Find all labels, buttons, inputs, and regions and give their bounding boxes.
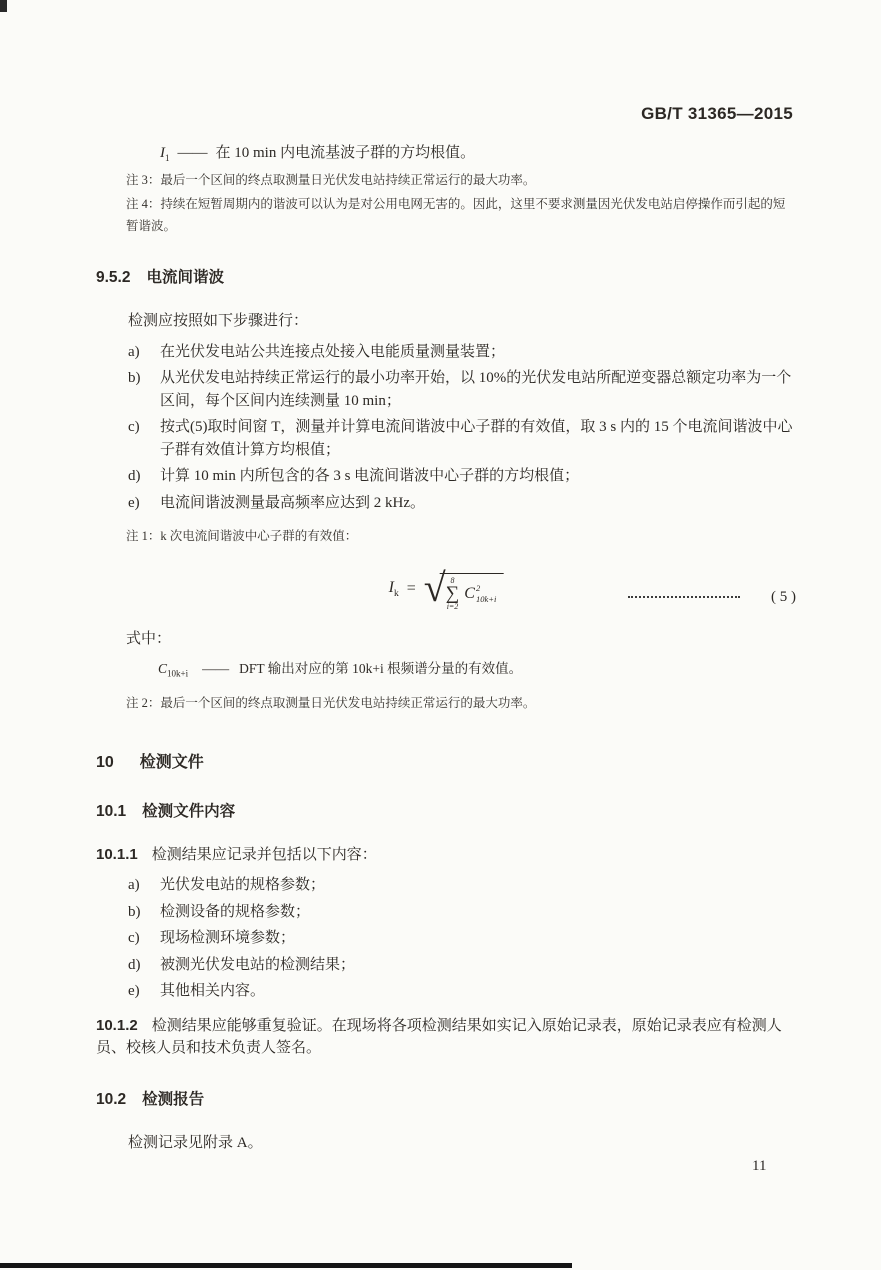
step-text: 在光伏发电站公共连接点处接入电能质量测量装置； [160, 343, 506, 360]
scan-artifact-bottom-edge [0, 1263, 572, 1268]
section-10-heading [96, 753, 796, 774]
step-item-c [96, 416, 796, 461]
page-content [96, 142, 796, 1154]
clause-title: 检测文件内容 [142, 802, 236, 820]
list-item-e [96, 980, 796, 1003]
step-marker: e) [128, 494, 140, 511]
step-marker: c) [128, 419, 140, 436]
step-marker: a) [128, 343, 140, 360]
symbol-base: C [158, 660, 168, 676]
clause-number: 10.1.1 [96, 845, 138, 863]
scan-artifact-corner [0, 0, 7, 12]
item-text: 光伏发电站的规格参数； [160, 877, 326, 894]
item-marker: e) [128, 983, 140, 1000]
symbol-base: I [160, 145, 165, 161]
clause-10-1-1 [96, 844, 796, 867]
equation-lhs [389, 576, 399, 601]
list-item-a [96, 874, 796, 897]
step-text: 按式(5)取时间窗 T，测量并计算电流间谐波中心子群的有效值，取 3 s 内的 15 个电流间谐波中心子群有效值计算方均根值； [160, 419, 793, 458]
item-text: 现场检测环境参数； [160, 930, 296, 947]
radical-sign-icon: √ [423, 565, 446, 611]
list-item-b [96, 901, 796, 924]
page-number: 11 [752, 1158, 767, 1174]
note-1: 注 1：k 次电流间谐波中心子群的有效值： [126, 529, 358, 544]
item-text: 被测光伏发电站的检测结果； [160, 956, 356, 973]
note-4: 注 4：持续在短暂周期内的谐波可以认为是对公用电网无害的。因此，这里不要求测量因光伏发电站启停操作而引起的短暂谐波。 [126, 197, 786, 234]
equation-5 [96, 564, 796, 618]
step-text: 计算 10 min 内所包含的各 3 s 电流间谐波中心子群的方均根值； [160, 468, 580, 485]
clause-10-1-heading [96, 802, 796, 822]
term-sup-sub [476, 583, 496, 603]
sigma-icon: ∑ [445, 582, 460, 604]
step-item-b [96, 367, 796, 412]
clause-number: 10.1.2 [96, 1016, 138, 1034]
clause-text: 检测结果应能够重复验证。在现场将各项检测结果如实记入原始记录表，原始记录表应有检测人员、校核人员和技术负责人签名。 [96, 1017, 782, 1057]
item-text: 其他相关内容。 [160, 983, 266, 1000]
section-number: 10 [96, 753, 114, 771]
clause-9-5-2-heading [96, 268, 796, 288]
step-item-e [96, 492, 796, 515]
content-items [96, 874, 796, 1003]
term-superscript: 2 [475, 583, 481, 594]
symbol-subscript: 1 [165, 153, 170, 163]
square-root [423, 565, 504, 611]
step-text: 电流间谐波测量最高频率应达到 2 kHz。 [160, 494, 425, 511]
equals-sign: = [406, 579, 416, 597]
definition-dash: —— [202, 660, 230, 676]
clause-title: 检测报告 [142, 1090, 205, 1108]
item-marker: c) [128, 930, 140, 947]
list-item-d [96, 954, 796, 977]
step-marker: b) [128, 370, 141, 387]
list-item-c [96, 927, 796, 950]
clause-number: 10.2 [96, 1090, 127, 1108]
symbol-description: 在 10 min 内电流基波子群的方均根值。 [215, 145, 476, 161]
clause-10-2-heading [96, 1090, 796, 1110]
clause-9-5-2-intro: 检测应按照如下步骤进行： [128, 313, 309, 330]
step-item-a [96, 341, 796, 364]
term-symbol: C [464, 584, 475, 602]
standard-number: GB/T 31365—2015 [641, 104, 793, 123]
note-3: 注 3：最后一个区间的终点取测量日光伏发电站持续正常运行的最大功率。 [126, 172, 536, 187]
symbol-C-definition [158, 659, 796, 681]
symbol-I [160, 145, 170, 161]
symbol-C [158, 660, 189, 679]
symbol-description: DFT 输出对应的第 10k+i 根频谱分量的有效值。 [239, 660, 523, 676]
item-text: 检测设备的规格参数； [160, 903, 311, 920]
clause-10-2-body: 检测记录见附录 A。 [128, 1134, 263, 1151]
clause-10-1-2 [96, 1015, 796, 1060]
where-label: 式中： [126, 631, 172, 648]
lhs-symbol: I [388, 578, 394, 596]
radicand-term [464, 582, 496, 606]
equation-body [388, 565, 504, 611]
section-title: 检测文件 [139, 753, 204, 771]
summation-sign [446, 577, 460, 611]
clause-number: 10.1 [96, 802, 127, 820]
symbol-definition-line [160, 142, 796, 166]
sum-upper-limit: 8 [450, 575, 455, 585]
definition-dash: —— [177, 145, 208, 161]
dot-leader [628, 596, 740, 598]
lhs-subscript: k [394, 589, 399, 600]
term-subscript: 10k+i [475, 593, 497, 604]
step-marker: d) [128, 468, 141, 485]
symbol-subscript: 10k+i [167, 668, 189, 679]
radicand-group [440, 573, 504, 609]
doc-header [641, 104, 793, 124]
clause-title: 电流间谐波 [146, 269, 224, 287]
procedure-steps [96, 341, 796, 515]
equation-number: ( 5 ) [771, 589, 796, 606]
step-item-d [96, 465, 796, 488]
step-text: 从光伏发电站持续正常运行的最小功率开始，以 10%的光伏发电站所配逆变器总额定功率为一个区间，每个区间内连续测量 10 min； [160, 370, 792, 409]
clause-number: 9.5.2 [96, 269, 131, 287]
sum-lower-limit: i=2 [446, 601, 459, 611]
clause-text: 检测结果应记录并包括以下内容： [151, 846, 377, 863]
note-2: 注 2：最后一个区间的终点取测量日光伏发电站持续正常运行的最大功率。 [126, 695, 536, 710]
item-marker: b) [128, 903, 141, 920]
item-marker: d) [128, 956, 141, 973]
item-marker: a) [128, 877, 140, 894]
